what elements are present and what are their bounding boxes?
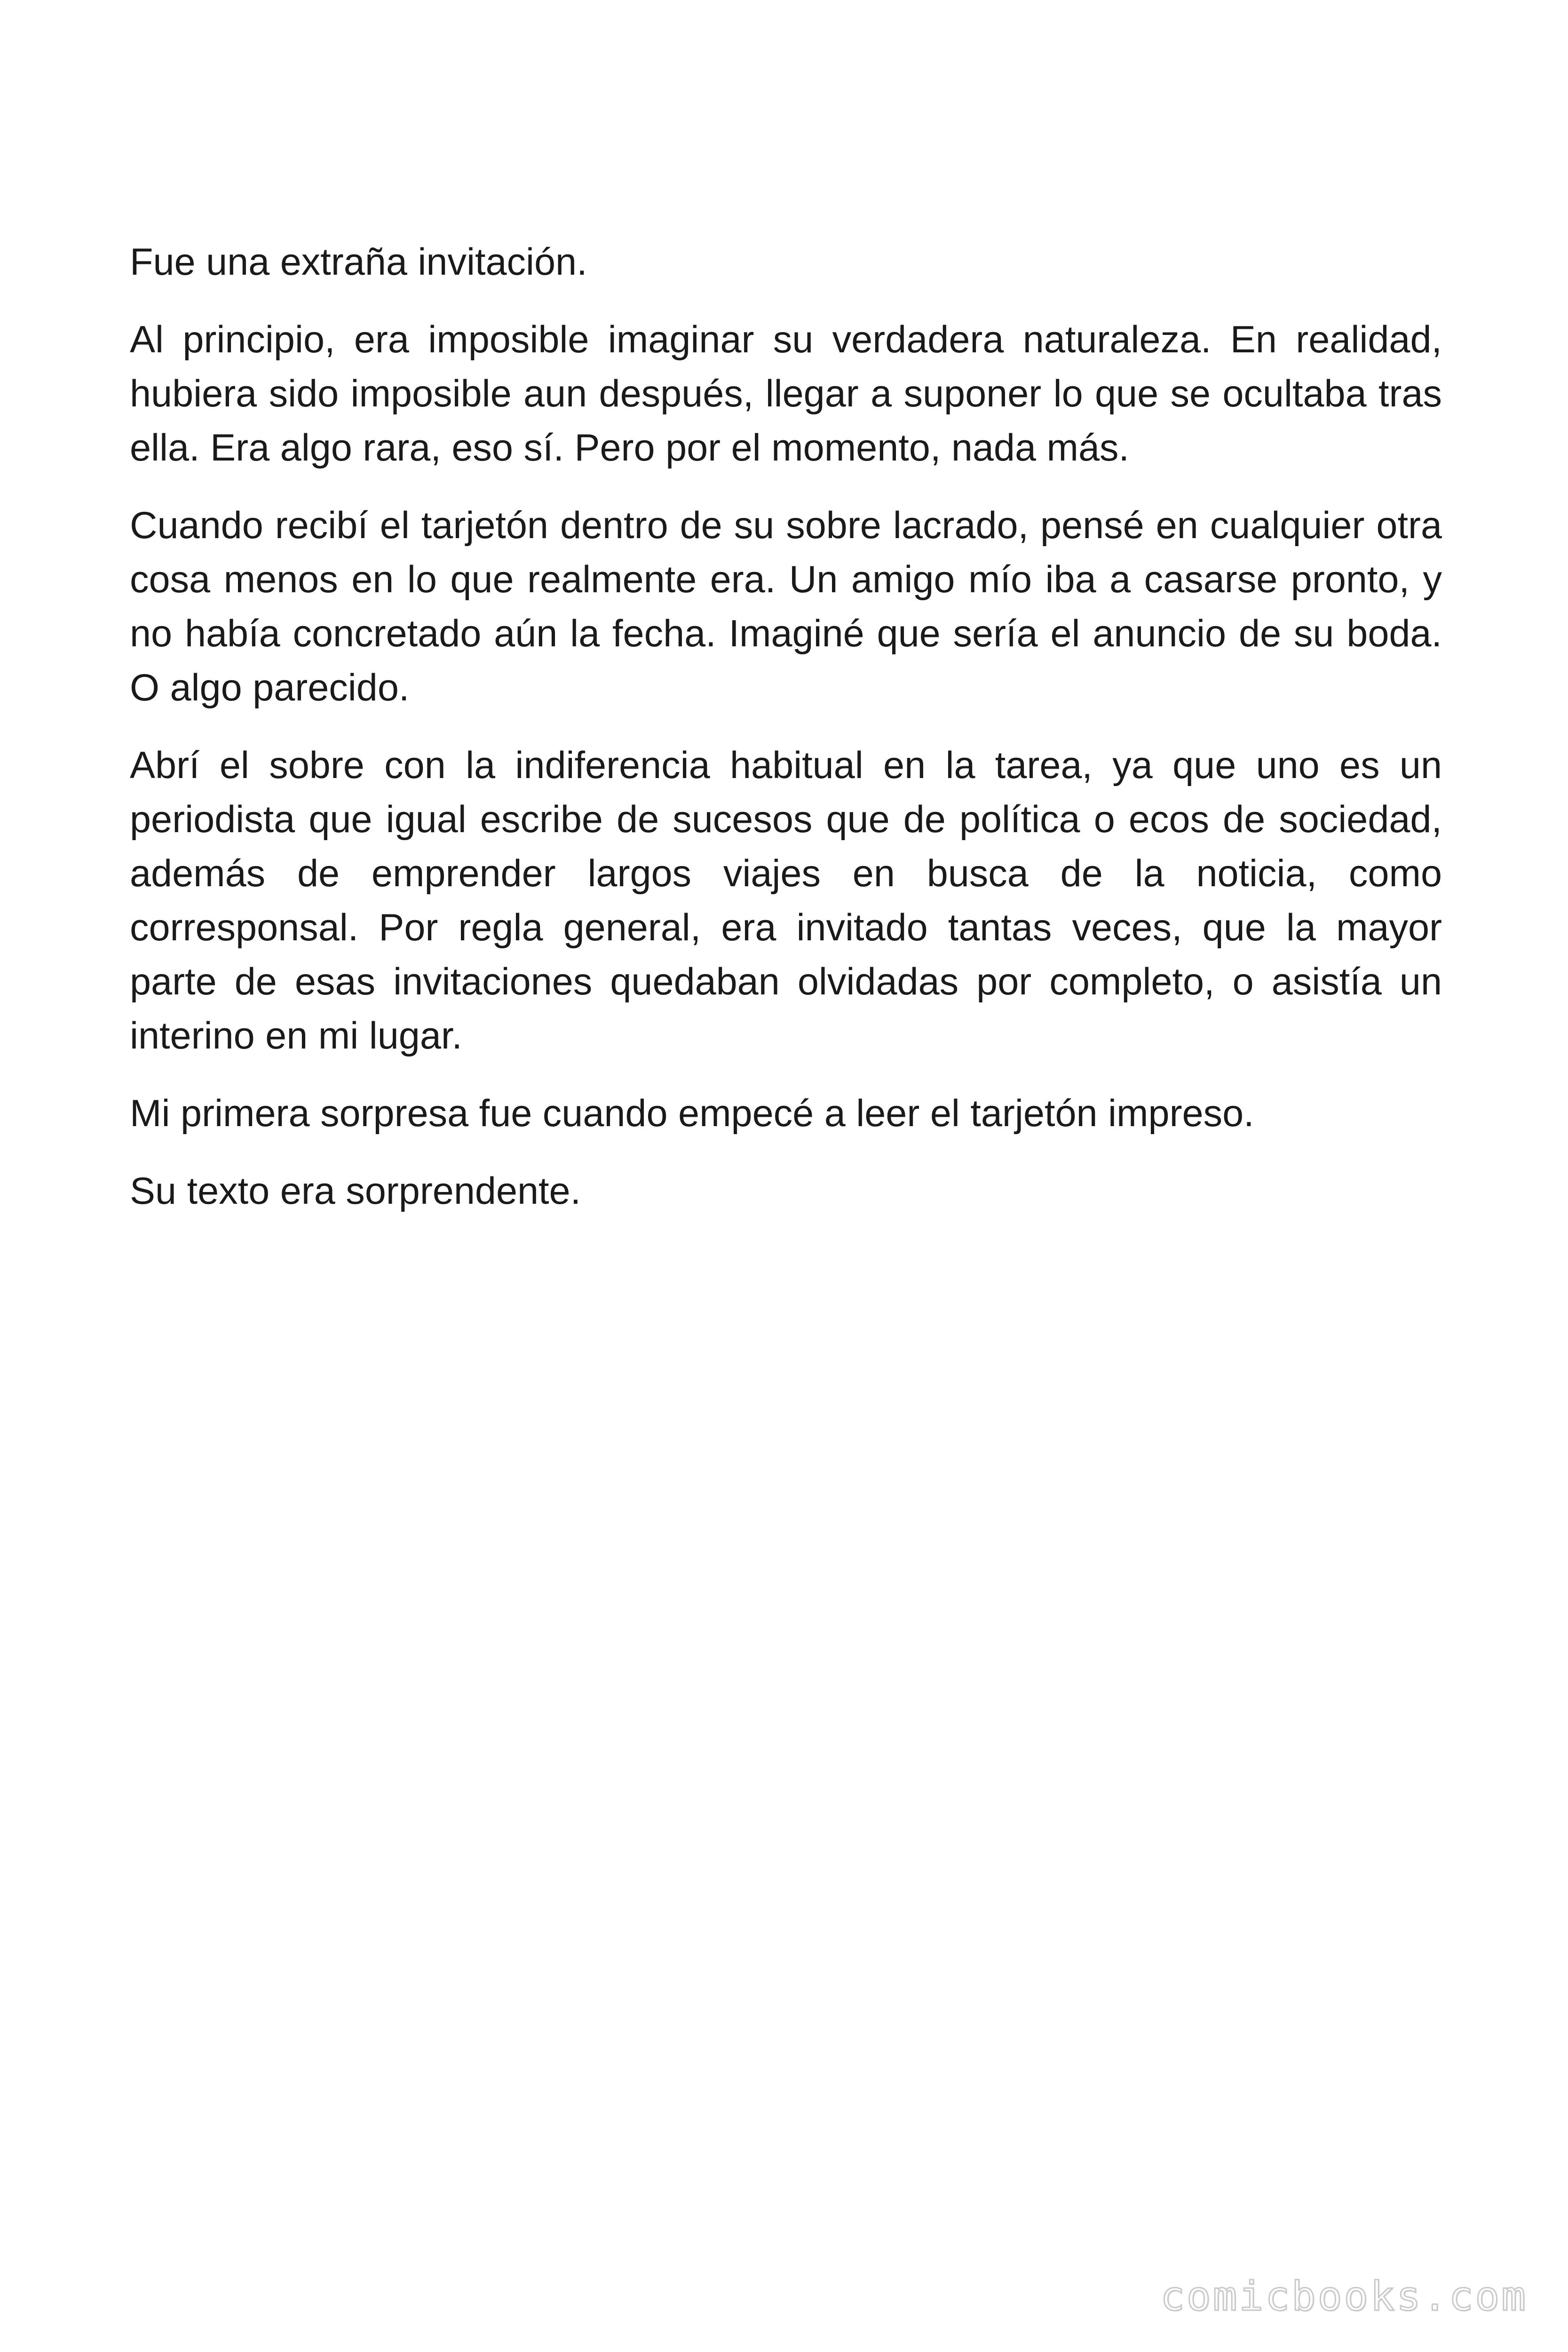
text-body	[130, 235, 1442, 1218]
paragraph-1: Fue una extraña invitación.	[130, 241, 587, 283]
paragraph-4: Abrí el sobre con la indiferencia habitual en la tarea, ya que uno es un periodista que igual escribe de sucesos que de política o ecos de sociedad, además de emprender largos viajes en busca de la noticia, como corresponsal. Por regla general, era invitado tantas veces, que la mayor parte de esas invitaciones quedaban olvidadas por completo, o asistía un interino en mi lugar.	[130, 744, 1442, 1057]
paragraph-5: Mi primera sorpresa fue cuando empecé a leer el tarjetón impreso.	[130, 1092, 1254, 1135]
paragraph-2: Al principio, era imposible imaginar su verdadera naturaleza. En realidad, hubiera sido imposible aun después, llegar a suponer lo que se ocultaba tras ella. Era algo rara, eso sí. Pero por el momento, nada más.	[130, 318, 1442, 469]
paragraph-6: Su texto era sorprendente.	[130, 1170, 581, 1212]
paragraph-3: Cuando recibí el tarjetón dentro de su sobre lacrado, pensé en cualquier otra cosa menos en lo que realmente era. Un amigo mío iba a casarse pronto, y no había concretado aún la fecha. Imaginé que sería el anuncio de su boda. O algo parecido.	[130, 504, 1442, 709]
watermark: comicbooks.com	[1160, 2273, 1528, 2320]
